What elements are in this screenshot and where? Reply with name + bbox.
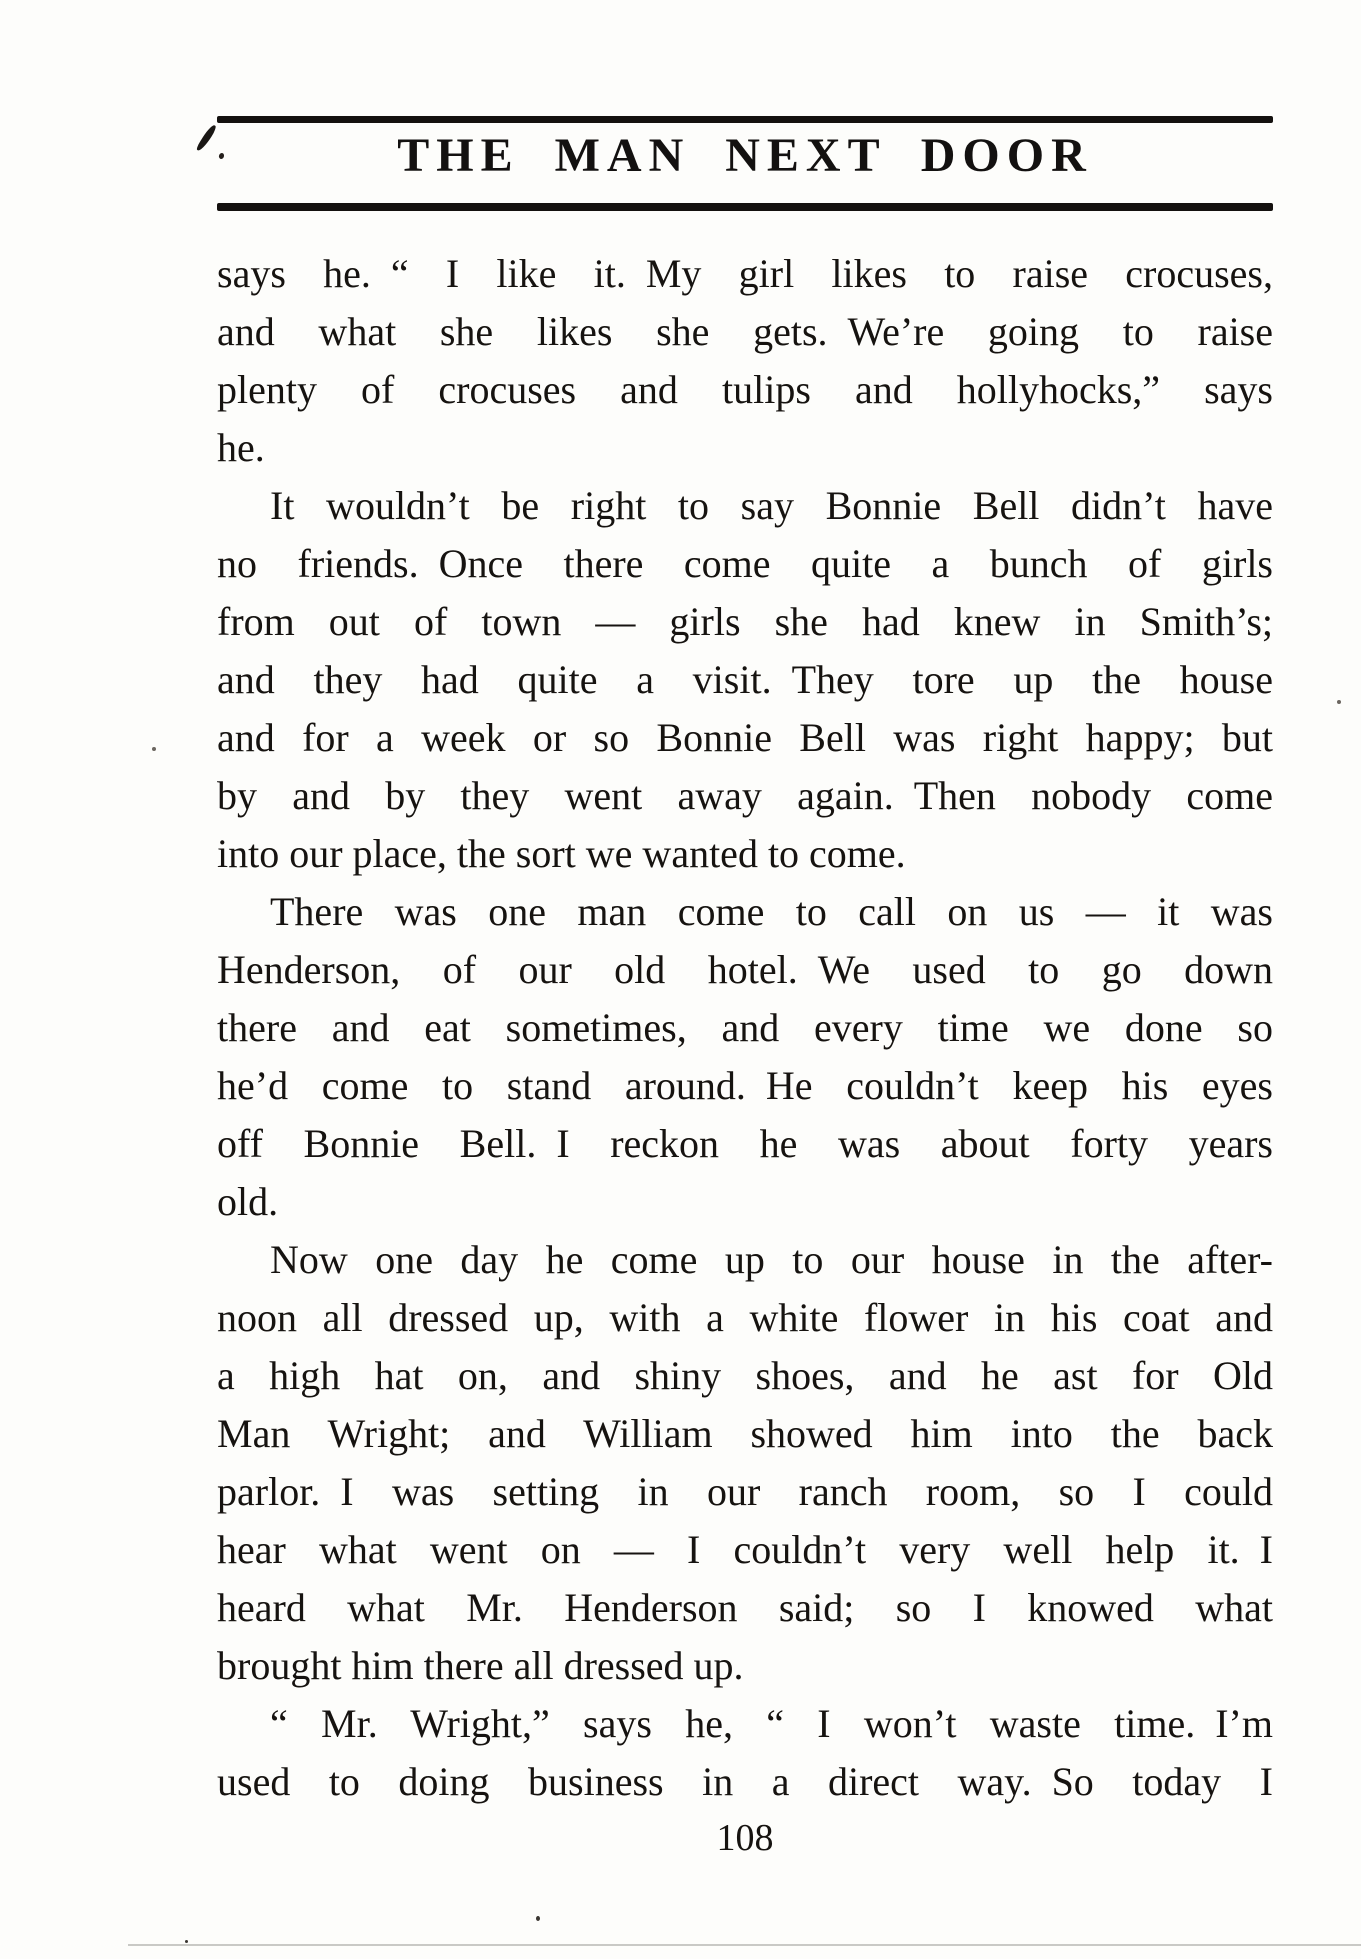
text-line: a high hat on, and shiny shoes, and he ast for Old <box>217 1353 1273 1398</box>
text-line: brought him there all dressed up. <box>217 1643 744 1688</box>
text-line: plenty of crocuses and tulips and hollyhocks,” says <box>217 367 1273 412</box>
text-line: and what she likes she gets. We’re going to raise <box>217 309 1273 354</box>
text-line: and they had quite a visit. They tore up the house <box>217 657 1273 702</box>
text-line: no friends. Once there come quite a bunch of girls <box>217 541 1273 586</box>
text-line: into our place, the sort we wanted to come. <box>217 831 906 876</box>
text-line: off Bonnie Bell. I reckon he was about forty years <box>217 1121 1273 1166</box>
text-line: hear what went on — I couldn’t very well help it. I <box>217 1527 1273 1572</box>
scan-speck <box>152 747 156 751</box>
text-line: by and by they went away again. Then nobody come <box>217 773 1273 818</box>
ink-smudge <box>196 123 218 152</box>
text-line: It wouldn’t be right to say Bonnie Bell didn’t have <box>270 483 1273 528</box>
scan-speck <box>185 1940 188 1943</box>
scan-speck <box>1337 700 1341 704</box>
text-line: noon all dressed up, with a white flower in his coat and <box>217 1295 1273 1340</box>
text-line: there and eat sometimes, and every time we done so <box>217 1005 1273 1050</box>
top-rule <box>217 116 1273 123</box>
scan-speck <box>536 1916 540 1921</box>
text-line: Henderson, of our old hotel. We used to go down <box>217 947 1273 992</box>
text-line: from out of town — girls she had knew in Smith’s; <box>217 599 1273 644</box>
text-line: Man Wright; and William showed him into the back <box>217 1411 1273 1456</box>
text-line: and for a week or so Bonnie Bell was right happy; but <box>217 715 1273 760</box>
text-line: he’d come to stand around. He couldn’t keep his eyes <box>217 1063 1273 1108</box>
body-text <box>217 245 1273 1811</box>
header-rule <box>217 203 1273 211</box>
text-line: There was one man come to call on us — it was <box>270 889 1273 934</box>
text-line: says he. “ I like it. My girl likes to raise crocuses, <box>217 251 1273 296</box>
text-line: Now one day he come up to our house in the after- <box>270 1237 1273 1282</box>
page-number: 108 <box>716 1817 774 1859</box>
text-line: “ Mr. Wright,” says he, “ I won’t waste time. I’m <box>270 1701 1273 1746</box>
scan-edge-line <box>128 1944 1361 1946</box>
text-line: he. <box>217 425 265 470</box>
text-line: used to doing business in a direct way. So today I <box>217 1759 1273 1804</box>
page-title: THE MAN NEXT DOOR <box>397 129 1093 182</box>
text-line: heard what Mr. Henderson said; so I knowed what <box>217 1585 1273 1630</box>
text-line: parlor. I was setting in our ranch room, so I could <box>217 1469 1273 1514</box>
text-line: old. <box>217 1179 279 1224</box>
